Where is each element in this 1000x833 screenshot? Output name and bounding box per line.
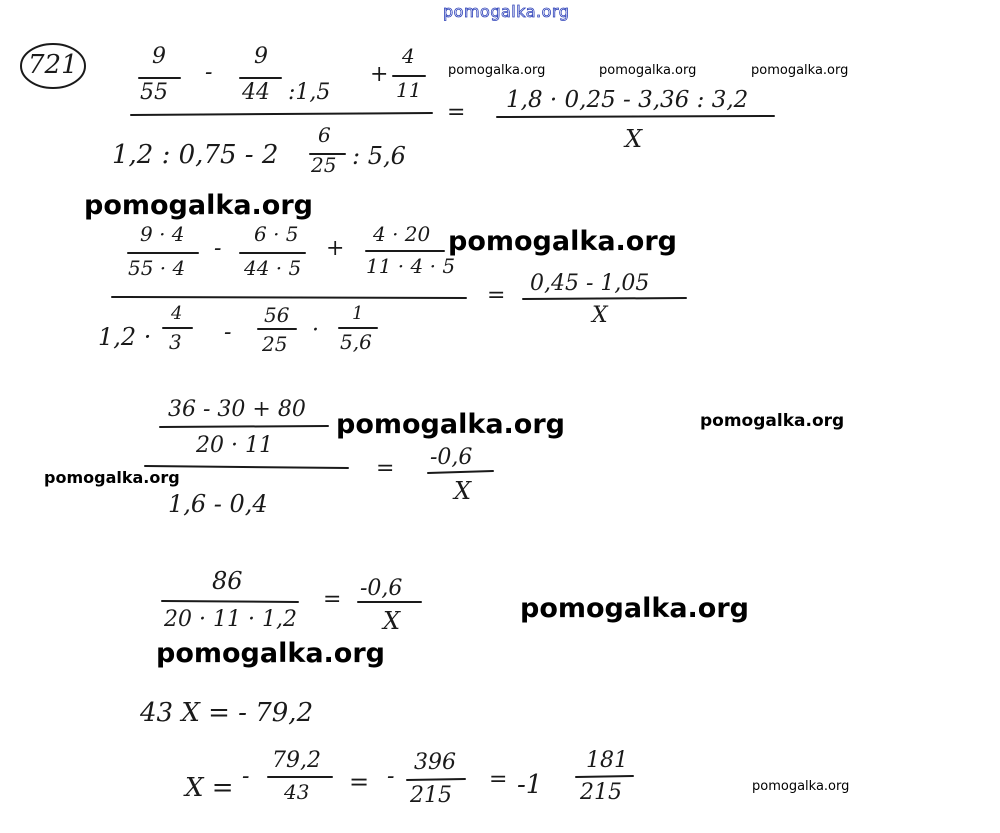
watermark-medium: pomogalka.org: [44, 468, 180, 487]
step2-den-minus: -: [224, 320, 232, 345]
step6-minus2: -: [387, 764, 395, 789]
step2-term3-denominator: 11 · 4 · 5: [366, 254, 456, 278]
step1-rhs-numerator: 1,8 · 0,25 - 3,36 : 3,2: [506, 87, 749, 113]
step3-rhs-numerator: -0,6: [430, 445, 473, 470]
step4-rhs-denominator: X: [383, 607, 401, 635]
step6-f1-denominator: 43: [284, 780, 310, 804]
step3-outer-denominator: 1,6 - 0,4: [168, 490, 268, 518]
step3-rhs-denominator: X: [454, 477, 472, 505]
step1-mixed-denominator: 25: [311, 153, 337, 177]
step1-minus: -: [205, 60, 213, 85]
main-fraction-bar: [112, 297, 466, 298]
step2-denominator-a: 1,2 ·: [98, 323, 152, 351]
step6-equals1: =: [349, 768, 370, 796]
step2-rhs-denominator: X: [592, 303, 608, 328]
step5-equation: 43 X = - 79,2: [140, 698, 314, 728]
watermark-small: pomogalka.org: [599, 63, 697, 78]
step1-denominator-part-a: 1,2 : 0,75 - 2: [112, 140, 279, 170]
step1-term1-denominator: 55: [140, 80, 168, 105]
step1-rhs-denominator: X: [625, 125, 643, 153]
main-fraction-bar: [145, 466, 348, 468]
step6-f2-denominator: 215: [410, 783, 452, 808]
fraction-bar: [407, 779, 465, 780]
step1-term3-numerator: 4: [402, 44, 415, 68]
step1-term1-numerator: 9: [152, 44, 166, 69]
fraction-bar: [576, 776, 633, 777]
step2-term1-denominator: 55 · 4: [128, 256, 186, 280]
step2-plus: +: [326, 236, 345, 261]
step6-minus1: -: [242, 764, 250, 789]
step4-denominator: 20 · 11 · 1,2: [164, 607, 297, 632]
step1-plus: +: [370, 62, 389, 87]
step2-minus: -: [214, 236, 222, 261]
step2-term2-numerator: 6 · 5: [254, 222, 299, 246]
step2-den-f3-numerator: 1: [352, 303, 364, 324]
step2-den-f1-denominator: 3: [169, 330, 182, 354]
watermark-big: pomogalka.org: [448, 226, 677, 257]
main-fraction-bar: [131, 113, 432, 115]
fraction-bar: [160, 426, 328, 427]
step3-equals: =: [376, 456, 395, 481]
fraction-bar: [428, 471, 493, 473]
watermark-big: pomogalka.org: [84, 190, 313, 221]
step2-rhs-numerator: 0,45 - 1,05: [530, 271, 650, 296]
step2-equals: =: [487, 283, 506, 308]
step3-inner-denominator: 20 · 11: [196, 433, 273, 458]
step6-f1-numerator: 79,2: [272, 748, 321, 773]
step1-division: :1,5: [288, 80, 331, 105]
step2-term3-numerator: 4 · 20: [373, 222, 431, 246]
step4-rhs-numerator: -0,6: [360, 576, 403, 601]
step6-whole-part: -1: [517, 770, 543, 800]
step3-inner-numerator: 36 - 30 + 80: [168, 397, 306, 422]
step6-f3-denominator: 215: [580, 780, 622, 805]
step6-f3-numerator: 181: [586, 748, 628, 773]
step1-equals: =: [447, 100, 466, 125]
watermark-big: pomogalka.org: [156, 638, 385, 669]
fraction-bar: [523, 298, 686, 299]
step1-denominator-part-b: : 5,6: [352, 142, 406, 170]
problem-number: 721: [28, 50, 78, 80]
step1-term2-denominator: 44: [242, 80, 270, 105]
step2-den-f2-numerator: 56: [264, 303, 290, 327]
watermark-small: pomogalka.org: [752, 779, 850, 794]
step6-f2-numerator: 396: [414, 750, 456, 775]
step1-mixed-numerator: 6: [318, 123, 331, 147]
step2-term2-denominator: 44 · 5: [244, 256, 302, 280]
step6-equals2: =: [489, 767, 508, 792]
watermark-top: pomogalka.org: [443, 2, 570, 21]
watermark-big: pomogalka.org: [520, 593, 749, 624]
fraction-bar: [162, 601, 298, 602]
step1-term3-denominator: 11: [396, 78, 422, 102]
step2-den-dot: ·: [312, 318, 319, 343]
watermark-small: pomogalka.org: [751, 63, 849, 78]
step4-equals: =: [323, 587, 342, 612]
fraction-bar: [497, 116, 774, 117]
step4-numerator: 86: [212, 567, 243, 595]
step6-lhs: X =: [185, 773, 234, 803]
watermark-medium: pomogalka.org: [700, 411, 845, 431]
step2-den-f2-denominator: 25: [262, 332, 288, 356]
step2-term1-numerator: 9 · 4: [140, 222, 185, 246]
step2-den-f1-numerator: 4: [171, 303, 183, 324]
step2-den-f3-denominator: 5,6: [340, 330, 372, 354]
watermark-small: pomogalka.org: [448, 63, 546, 78]
step1-term2-numerator: 9: [254, 44, 268, 69]
watermark-big: pomogalka.org: [336, 409, 565, 440]
